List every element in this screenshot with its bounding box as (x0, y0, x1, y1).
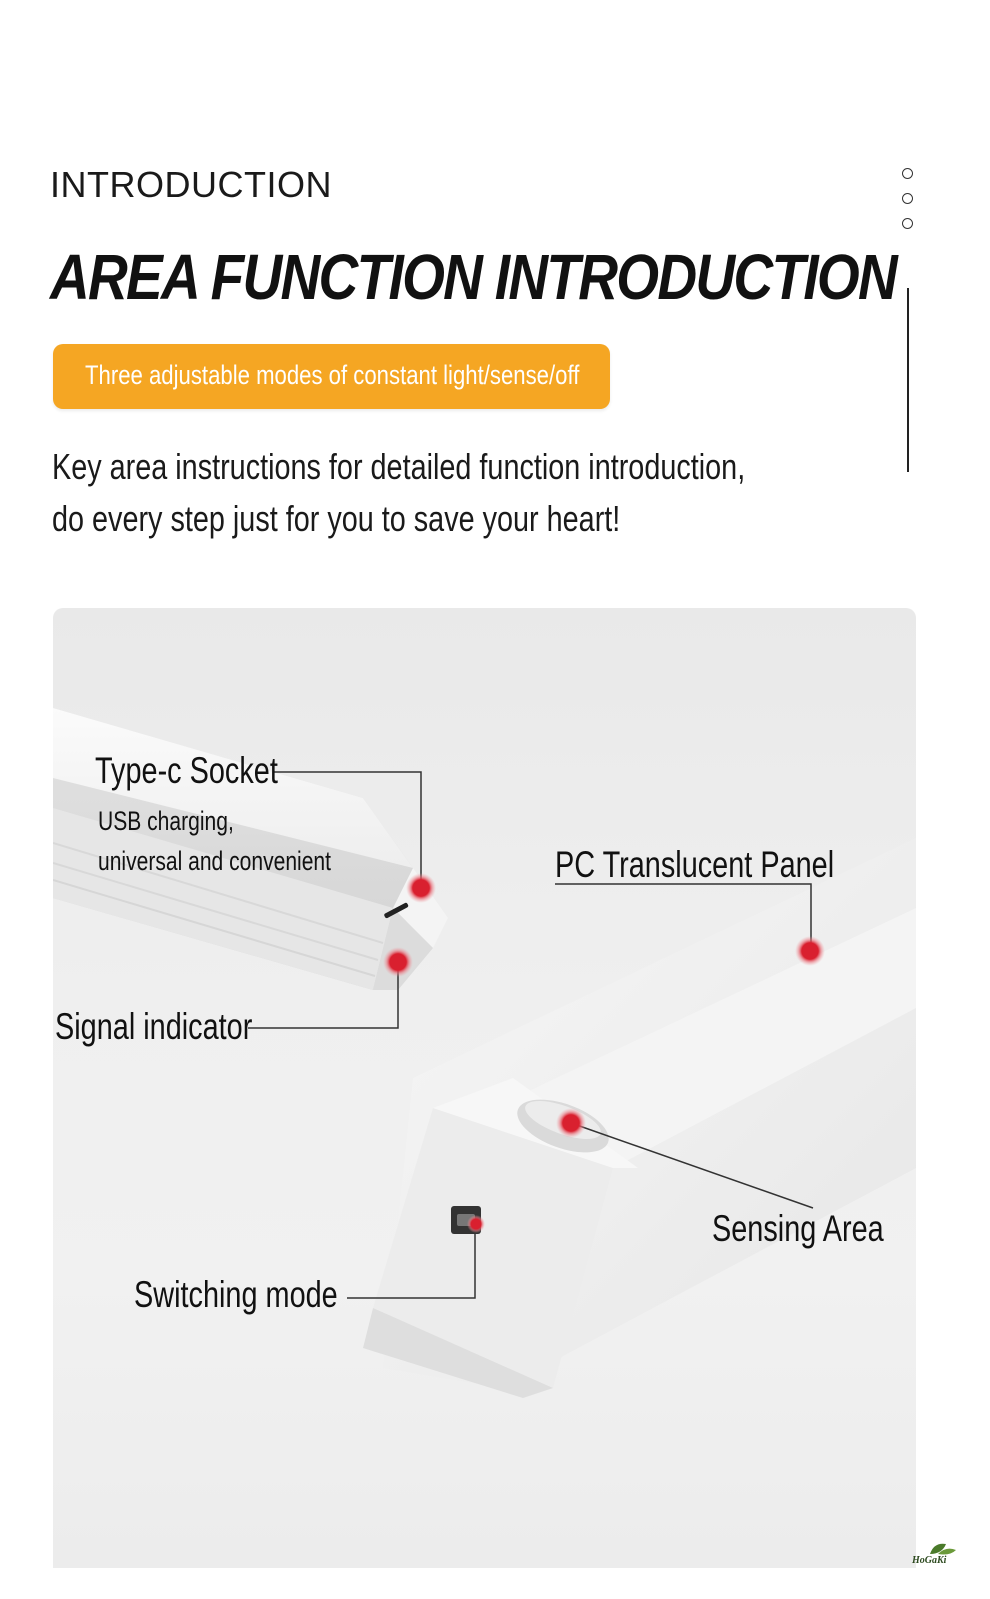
marker-pc-panel (795, 936, 825, 966)
modes-badge-text: Three adjustable modes of constant light/sense/off (85, 360, 580, 390)
logo-text: HoGaKi (912, 1555, 947, 1566)
label-typec-sub-1: USB charging, (98, 806, 234, 836)
pager-dot-2 (902, 193, 913, 204)
label-typec-socket: Type-c Socket (95, 750, 278, 791)
decorative-line (907, 288, 909, 472)
marker-typec (406, 873, 436, 903)
label-signal-indicator: Signal indicator (55, 1006, 253, 1047)
description-line-2: do every step just for you to save your heart! (52, 498, 621, 539)
section-kicker: INTRODUCTION (50, 164, 332, 205)
label-typec-sub-2: universal and convenient (98, 846, 331, 876)
page-title: AREA FUNCTION INTRODUCTION (50, 241, 897, 313)
modes-badge (53, 344, 610, 409)
marker-sensing (556, 1108, 586, 1138)
label-sensing-area: Sensing Area (712, 1208, 884, 1249)
label-switching-mode: Switching mode (134, 1274, 338, 1315)
pager-dot-3 (902, 218, 913, 229)
pager-dot-1 (902, 168, 913, 179)
marker-signal (383, 947, 413, 977)
product-diagram (53, 608, 916, 1568)
description-line-1: Key area instructions for detailed function introduction, (52, 446, 746, 487)
label-pc-panel: PC Translucent Panel (555, 844, 835, 885)
marker-switching (467, 1215, 485, 1233)
brand-logo (912, 1540, 974, 1570)
